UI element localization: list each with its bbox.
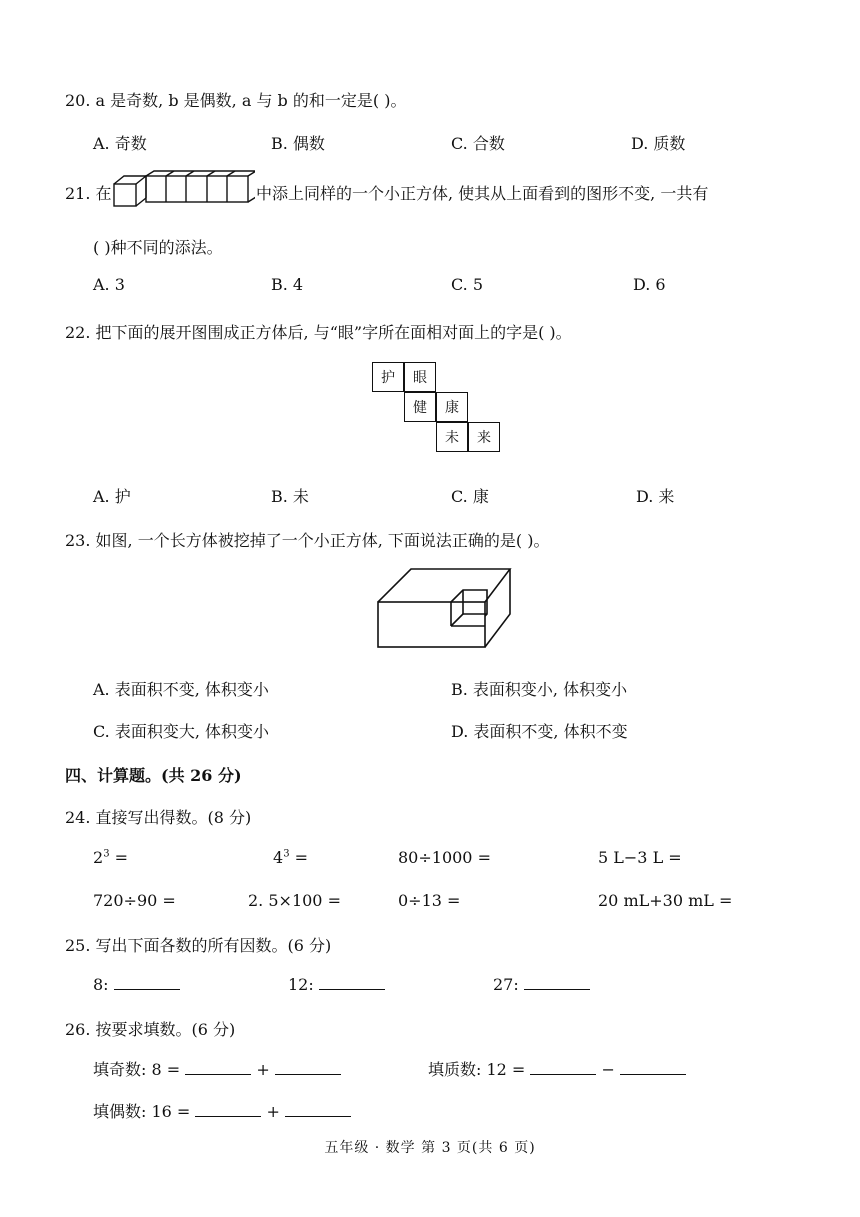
plus-sign: + (256, 1060, 270, 1079)
q22-option-c[interactable]: C. 康 (451, 487, 489, 506)
question-23-stem: 23. 如图, 一个长方体被挖掉了一个小正方体, 下面说法正确的是( )。 (65, 531, 550, 550)
net-face-hu: 护 (372, 362, 404, 392)
cuboid-with-cutout-figure (375, 566, 515, 650)
q20-option-d[interactable]: D. 质数 (631, 134, 686, 153)
factor-label: 12: (288, 975, 314, 994)
question-21-stem-line2: ( )种不同的添法。 (93, 238, 223, 257)
factors-of-12 (288, 975, 385, 994)
fill-even-row (93, 1099, 351, 1122)
q22-option-d[interactable]: D. 来 (636, 487, 675, 506)
cube-row-figure (110, 170, 255, 210)
calc-2-cubed (93, 848, 128, 867)
q21-option-a[interactable]: A. 3 (93, 275, 125, 294)
calc-2.5-times-100: 2. 5×100 = (248, 891, 341, 910)
q21-option-c[interactable]: C. 5 (451, 275, 484, 294)
question-24-stem: 24. 直接写出得数。(8 分) (65, 808, 252, 827)
calc-0-div-13: 0÷13 = (398, 891, 461, 910)
q22-option-b[interactable]: B. 未 (271, 487, 309, 506)
question-20-stem: 20. a 是奇数, b 是偶数, a 与 b 的和一定是( )。 (65, 91, 407, 110)
fill-even-label: 填偶数: 16 = (93, 1102, 191, 1121)
factors-of-27 (493, 975, 590, 994)
section-4-heading: 四、计算题。(共 26 分) (65, 766, 242, 785)
net-face-yan: 眼 (404, 362, 436, 392)
calc-80-div-1000: 80÷1000 = (398, 848, 491, 867)
calc-5L-minus-3L: 5 L−3 L = (598, 848, 682, 867)
factor-answer-blank[interactable] (114, 975, 180, 990)
net-face-jian: 健 (404, 392, 436, 422)
calc-equals: = (109, 848, 129, 867)
calc-4-cubed (273, 848, 308, 867)
calc-exponent: 3 (283, 848, 290, 860)
q21-option-d[interactable]: D. 6 (633, 275, 666, 294)
q21-option-b[interactable]: B. 4 (271, 275, 304, 294)
calc-720-div-90: 720÷90 = (93, 891, 176, 910)
q23-option-d[interactable]: D. 表面积不变, 体积不变 (451, 722, 628, 741)
calc-base: 4 (273, 848, 284, 867)
net-face-wei: 未 (436, 422, 468, 452)
calc-equals: = (289, 848, 309, 867)
net-face-lai: 来 (468, 422, 500, 452)
net-face-kang: 康 (436, 392, 468, 422)
calc-20mL-plus-30mL: 20 mL+30 mL = (598, 891, 733, 910)
answer-blank[interactable] (530, 1060, 596, 1075)
answer-blank[interactable] (275, 1060, 341, 1075)
calc-base: 2 (93, 848, 104, 867)
calc-exponent: 3 (103, 848, 110, 860)
factor-answer-blank[interactable] (319, 975, 385, 990)
q20-option-b[interactable]: B. 偶数 (271, 134, 325, 153)
question-22-stem: 22. 把下面的展开图围成正方体后, 与“眼”字所在面相对面上的字是( )。 (65, 323, 572, 342)
page-footer: 五年级 · 数学 第 3 页(共 6 页) (324, 1140, 536, 1156)
plus-sign: + (266, 1102, 280, 1121)
answer-blank[interactable] (285, 1102, 351, 1117)
fill-odd-label: 填奇数: 8 = (93, 1060, 181, 1079)
factor-answer-blank[interactable] (524, 975, 590, 990)
question-26-stem: 26. 按要求填数。(6 分) (65, 1020, 236, 1039)
factor-label: 27: (493, 975, 519, 994)
q22-option-a[interactable]: A. 护 (93, 487, 131, 506)
answer-blank[interactable] (195, 1102, 261, 1117)
q23-option-b[interactable]: B. 表面积变小, 体积变小 (451, 680, 628, 699)
question-25-stem: 25. 写出下面各数的所有因数。(6 分) (65, 936, 332, 955)
factor-label: 8: (93, 975, 109, 994)
cube-net-figure (372, 362, 512, 458)
minus-sign: − (601, 1060, 615, 1079)
fill-odd-row (93, 1057, 341, 1080)
question-21-stem-end: 中添上同样的一个小正方体, 使其从上面看到的图形不变, 一共有 (256, 184, 709, 203)
q23-option-c[interactable]: C. 表面积变大, 体积变小 (93, 722, 270, 741)
answer-blank[interactable] (620, 1060, 686, 1075)
factors-of-8 (93, 975, 180, 994)
fill-prime-row (428, 1057, 686, 1080)
q20-option-c[interactable]: C. 合数 (451, 134, 505, 153)
fill-prime-label: 填质数: 12 = (428, 1060, 526, 1079)
answer-blank[interactable] (185, 1060, 251, 1075)
q20-option-a[interactable]: A. 奇数 (93, 134, 147, 153)
q23-option-a[interactable]: A. 表面积不变, 体积变小 (93, 680, 269, 699)
question-21-stem-start: 21. 在 (65, 184, 112, 203)
